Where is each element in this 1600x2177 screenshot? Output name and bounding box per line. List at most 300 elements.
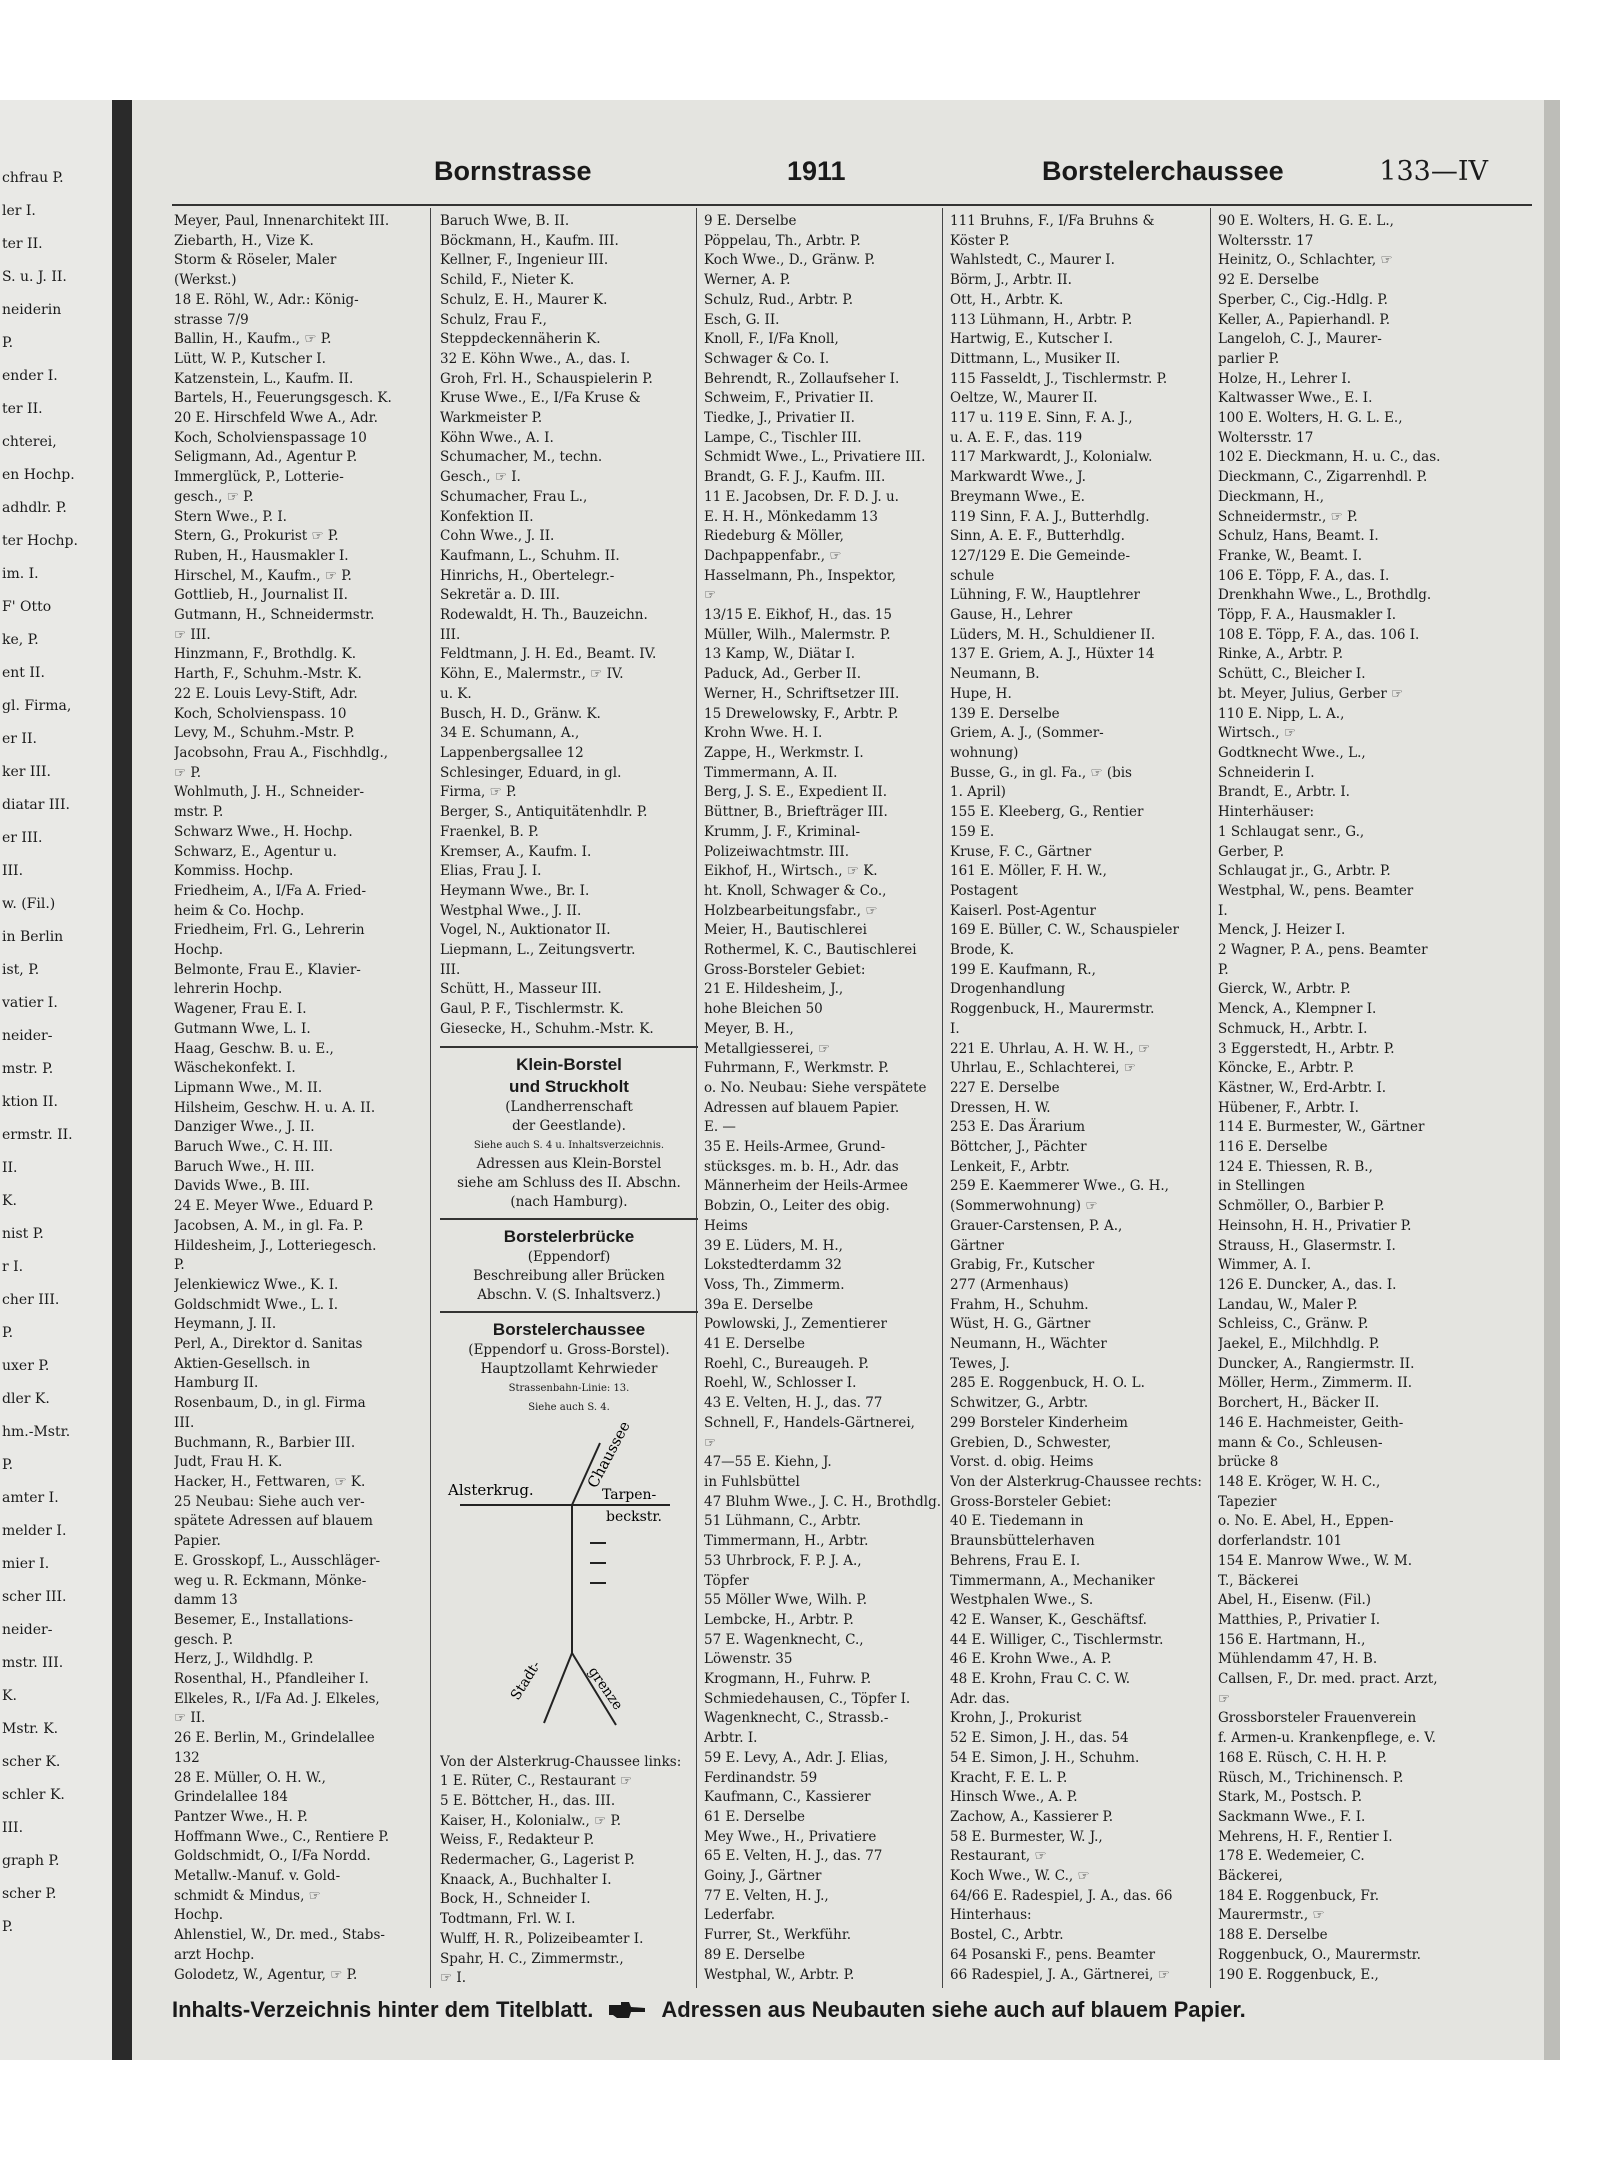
directory-entry-line: Esch, G. II. <box>704 311 780 328</box>
directory-entry-line: Behrens, Frau E. I. <box>950 1552 1081 1569</box>
map-label-stadt: Stadt- <box>507 1657 545 1703</box>
directory-entry-line: Kaufmann, L., Schuhm. II. <box>440 547 620 564</box>
directory-entry-line: hohe Bleichen 50 <box>704 1001 823 1018</box>
directory-entry-line: 44 E. Williger, C., Tischlermstr. <box>950 1631 1164 1648</box>
box-title: Borstelerbrücke <box>503 1226 635 1246</box>
directory-entry-line: T., Bäckerei <box>1218 1572 1299 1589</box>
directory-entry-line: 1. April) <box>950 784 1006 801</box>
directory-entry-line: Hinterhaus: <box>950 1907 1032 1924</box>
directory-entry-line: 48 E. Krohn, Frau C. C. W. <box>950 1671 1131 1688</box>
previous-page-fragment: er III. <box>2 830 43 846</box>
directory-entry-line: Wagener, Frau E. I. <box>174 1001 307 1018</box>
previous-page-fragment: melder I. <box>2 1523 67 1539</box>
directory-entry-line: 39a E. Derselbe <box>704 1296 814 1313</box>
directory-entry-line: Timmermann, A., Mechaniker <box>950 1572 1155 1589</box>
directory-entry-line: Zappe, H., Werkmstr. I. <box>704 744 864 761</box>
directory-entry-line: brücke 8 <box>1218 1454 1279 1471</box>
directory-entry-line: Giesecke, H., Schuhm.-Mstr. K. <box>440 1020 654 1037</box>
directory-entry-line: I. <box>950 1020 960 1037</box>
previous-page-fragment: III. <box>2 863 24 879</box>
directory-entry-line: Buchmann, R., Barbier III. <box>174 1434 356 1451</box>
previous-page-fragment: P. <box>2 1919 14 1935</box>
directory-entry-line: Levy, M., Schuhm.-Mstr. P. <box>174 725 355 742</box>
previous-page-fragment: ke, P. <box>2 632 39 648</box>
directory-entry-line: Gerber, P. <box>1218 843 1285 860</box>
column-3 <box>704 212 962 1984</box>
directory-entry-line: Roggenbuck, O., Maurermstr. <box>1218 1946 1421 1963</box>
directory-entry-line: Lokstedterdamm 32 <box>704 1257 842 1274</box>
directory-entry-line: Kremser, A., Kaufm. I. <box>440 843 592 860</box>
directory-entry-line: Rüsch, M., Trichinensch. P. <box>1218 1769 1404 1786</box>
directory-entry-line: Behrendt, R., Zollaufseher I. <box>704 370 900 387</box>
previous-page-fragment: r I. <box>2 1259 24 1275</box>
directory-entry-line: 41 E. Derselbe <box>704 1336 806 1353</box>
directory-entry-line: Feldtmann, J. H. Ed., Beamt. IV. <box>440 646 657 663</box>
column-2-chaussee-entries <box>440 1753 698 1984</box>
section-rule <box>440 1218 698 1220</box>
directory-entry-line: Lipmann Wwe., M. II. <box>174 1079 323 1096</box>
directory-entry-line: Börm, J., Arbtr. II. <box>950 272 1072 289</box>
directory-entry-line: 119 Sinn, F. A. J., Butterhdlg. <box>950 508 1150 525</box>
previous-page-fragment: ender I. <box>2 368 58 384</box>
previous-page-fragment: neider- <box>2 1028 53 1044</box>
directory-entry-line: Schneidermstr., ☞ P. <box>1218 508 1358 525</box>
previous-page-fragment: gl. Firma, <box>2 698 72 714</box>
directory-entry-line: 43 E. Velten, H. J., das. 77 <box>704 1395 883 1412</box>
directory-entry-line: 277 (Armenhaus) <box>950 1276 1069 1293</box>
directory-entry-line: Redermacher, G., Lagerist P. <box>440 1852 635 1869</box>
directory-entry-line: Mehrens, H. F., Rentier I. <box>1218 1828 1393 1845</box>
directory-entry-line: Beschreibung aller Brücken <box>473 1267 665 1284</box>
directory-entry-line: Franke, W., Beamt. I. <box>1218 547 1363 564</box>
directory-entry-line: Schwager & Co. I. <box>704 350 830 367</box>
directory-entry-line: 47 Bluhm Wwe., J. C. H., Brothdlg. <box>704 1493 942 1510</box>
directory-entry-line: 28 E. Müller, O. H. W., <box>174 1769 326 1786</box>
directory-entry-line: 115 Fasseldt, J., Tischlermstr. P. <box>950 370 1168 387</box>
map-label-tarpen: Tarpen- <box>602 1486 657 1503</box>
directory-entry-line: Perl, A., Direktor d. Sanitas <box>174 1336 363 1353</box>
directory-entry-line: Adressen aus Klein-Borstel <box>476 1155 662 1172</box>
previous-page-fragment: hm.-Mstr. <box>2 1424 71 1440</box>
directory-entry-line: Mühlendamm 47, H. B. <box>1218 1651 1378 1668</box>
directory-entry-line: Hinzmann, F., Brothdlg. K. <box>174 646 357 663</box>
directory-entry-line: Spahr, H. C., Zimmermstr., <box>440 1950 624 1967</box>
directory-entry-line: ☞ <box>704 1434 717 1451</box>
header-rule <box>172 204 1532 206</box>
directory-entry-line: Hinsch Wwe., A. P. <box>950 1789 1078 1806</box>
directory-entry-line: Schild, F., Nieter K. <box>440 272 575 289</box>
previous-page-fragment: Mstr. K. <box>2 1721 59 1737</box>
box-text <box>440 1155 698 1212</box>
directory-entry-line: Friedheim, A., I/Fa A. Fried- <box>174 882 367 899</box>
previous-page-fragment: chterei, <box>2 434 57 450</box>
directory-entry-line: Woltersstr. 17 <box>1218 232 1314 249</box>
directory-entry-line: Böckmann, H., Kaufm. III. <box>440 232 619 249</box>
directory-entry-line: Katzenstein, L., Kaufm. II. <box>174 370 354 387</box>
directory-entry-line: Wüst, H. G., Gärtner <box>950 1316 1091 1333</box>
directory-entry-line: Dressen, H. W. <box>950 1099 1051 1116</box>
directory-entry-line: Hinrichs, H., Obertelegr.- <box>440 567 615 584</box>
directory-entry-line: 113 Lühmann, H., Arbtr. P. <box>950 311 1133 328</box>
directory-entry-line: Hacker, H., Fettwaren, ☞ K. <box>174 1474 366 1490</box>
previous-page-fragment: ter II. <box>2 236 43 252</box>
directory-entry-line: Bock, H., Schneider I. <box>440 1891 591 1908</box>
directory-entry-line: parlier P. <box>1218 350 1280 367</box>
directory-entry-line: Heymann, J. II. <box>174 1316 277 1333</box>
directory-entry-line: Schulz, E. H., Maurer K. <box>440 291 608 308</box>
previous-page-fragment: K. <box>2 1193 17 1209</box>
directory-entry-line: Metallgiesserei, ☞ <box>704 1040 831 1057</box>
directory-entry-line: Kracht, F. E. L. P. <box>950 1769 1068 1786</box>
previous-page-fragment: adhdlr. P. <box>2 500 67 516</box>
directory-entry-line: 159 E. <box>950 823 995 840</box>
directory-entry-line: Holzbearbeitungsfabr., ☞ <box>704 902 878 919</box>
directory-entry-line: Stern, G., Prokurist ☞ P. <box>174 528 339 545</box>
previous-page-fragment: nist P. <box>2 1226 44 1242</box>
directory-entry-line: bt. Meyer, Julius, Gerber ☞ <box>1218 685 1404 702</box>
directory-entry-line: ☞ P. <box>174 764 202 781</box>
directory-entry-line: Schmuck, H., Arbtr. I. <box>1218 1020 1368 1037</box>
directory-entry-line: Dieckmann, H., <box>1218 488 1325 505</box>
directory-entry-line: Baruch Wwe, B. II. <box>440 213 570 229</box>
previous-page-fragment: scher III. <box>2 1589 67 1605</box>
directory-entry-line: III. <box>174 1414 195 1431</box>
directory-entry-line: Liepmann, L., Zeitungsvertr. <box>440 942 636 959</box>
directory-entry-line: Bobzin, O., Leiter des obig. <box>704 1198 890 1215</box>
box-title: Klein-Borstel <box>516 1054 622 1074</box>
directory-entry-line: Koch, Scholvienspass. 10 <box>174 705 347 722</box>
directory-entry-line: Gärtner <box>950 1237 1004 1254</box>
directory-entry-line: Schmöller, O., Barbier P. <box>1218 1198 1385 1215</box>
directory-entry-line: Schwarz Wwe., H. Hochp. <box>174 823 353 840</box>
directory-entry-line: Immerglück, P., Lotterie- <box>174 469 344 486</box>
directory-entry-line: Konfektion II. <box>440 508 534 525</box>
directory-entry-line: Ziebarth, H., Vize K. <box>174 232 314 249</box>
directory-entry-line: Mey Wwe., H., Privatiere <box>704 1828 877 1845</box>
directory-entry-line: Pöppelau, Th., Arbtr. P. <box>704 232 861 249</box>
directory-entry-line: P. <box>1218 961 1229 978</box>
directory-entry-line: Besemer, E., Installations- <box>174 1611 354 1628</box>
directory-entry-line: Gause, H., Lehrer <box>950 607 1073 624</box>
directory-entry-line: 285 E. Roggenbuck, H. O. L. <box>950 1375 1145 1392</box>
directory-entry-line: (nach Hamburg). <box>510 1193 628 1210</box>
directory-entry-line: Rosenbaum, D., in gl. Firma <box>174 1395 366 1412</box>
map-label-beckstr: beckstr. <box>606 1508 662 1525</box>
directory-entry-line: 55 Möller Wwe, Wilh. P. <box>704 1592 867 1609</box>
directory-entry-line: Heinsohn, H. H., Privatier P. <box>1218 1217 1412 1234</box>
directory-entry-line: Köhn, E., Malermstr., ☞ IV. <box>440 666 624 683</box>
directory-entry-line: Hoffmann Wwe., C., Rentiere P. <box>174 1828 389 1845</box>
directory-entry-line: Berger, S., Antiquitätenhdlr. P. <box>440 804 648 821</box>
previous-page-fragment: er II. <box>2 731 37 747</box>
directory-entry-line: Goldschmidt, O., I/Fa Nordd. <box>174 1848 371 1865</box>
directory-entry-line: 139 E. Derselbe <box>950 705 1060 722</box>
directory-entry-line: Krumm, J. F., Kriminal- <box>704 823 861 840</box>
directory-entry-line: arzt Hochp. <box>174 1946 255 1963</box>
box-subtitle: (Landherrenschaft <box>505 1098 633 1115</box>
directory-entry-line: in Stellingen <box>1218 1178 1305 1195</box>
directory-entry-line: Strauss, H., Glasermstr. I. <box>1218 1237 1396 1254</box>
directory-entry-line: gesch., ☞ P. <box>174 488 254 505</box>
directory-entry-line: Schulz, Hans, Beamt. I. <box>1218 528 1379 545</box>
previous-page-fragment: schler K. <box>2 1787 65 1803</box>
directory-entry-line: Godtknecht Wwe., L., <box>1218 744 1366 761</box>
previous-page-fragment: w. (Fil.) <box>2 896 56 912</box>
directory-entry-line: ht. Knoll, Schwager & Co., <box>704 882 887 899</box>
previous-page-fragment: III. <box>2 1820 24 1836</box>
directory-entry-line: Roggenbuck, H., Maurermstr. <box>950 1001 1155 1018</box>
directory-entry-line: Schulz, Frau F., <box>440 311 547 328</box>
directory-entry-line: Brode, K. <box>950 942 1015 959</box>
directory-entry-line: III. <box>440 961 461 978</box>
directory-entry-line: Haag, Geschw. B. u. E., <box>174 1040 334 1057</box>
directory-entry-line: Werner, H., Schriftsetzer III. <box>704 685 900 702</box>
directory-entry-line: Grossborsteler Frauenverein <box>1218 1710 1417 1727</box>
directory-entry-line: Riedeburg & Möller, <box>704 528 844 545</box>
directory-entry-line: Keller, A., Papierhandl. P. <box>1218 311 1391 328</box>
previous-page-fragment: ent II. <box>2 665 45 681</box>
directory-entry-line: 90 E. Wolters, H. G. E. L., <box>1218 213 1394 229</box>
directory-entry-line: Krohn, J., Prokurist <box>950 1710 1082 1727</box>
previous-page-fragment: amter I. <box>2 1490 59 1506</box>
directory-entry-line: 20 E. Hirschfeld Wwe A., Adr. <box>174 410 378 427</box>
box-note: Siehe auch S. 4. <box>528 1401 610 1413</box>
directory-entry-line: Böttcher, J., Pächter <box>950 1139 1087 1156</box>
previous-page-fragment: ter Hochp. <box>2 533 78 549</box>
directory-entry-line: Kaiser, H., Kolonialw., ☞ P. <box>440 1812 622 1829</box>
directory-entry-line: 57 E. Wagenknecht, C., <box>704 1631 864 1648</box>
directory-entry-line: Tapezier <box>1218 1493 1277 1510</box>
directory-entry-line: Tiedke, J., Privatier II. <box>704 410 855 427</box>
directory-entry-line: 253 E. Das Ärarium <box>950 1119 1086 1136</box>
directory-entry-line: 32 E. Köhn Wwe., A., das. I. <box>440 350 631 367</box>
directory-entry-line: Jacobsohn, Frau A., Fischhdlg., <box>174 744 389 761</box>
directory-entry-line: Elkeles, R., I/Fa Ad. J. Elkeles, <box>174 1690 380 1707</box>
directory-entry-line: 64/66 E. Radespiel, J. A., das. 66 <box>950 1887 1173 1904</box>
directory-entry-line: 34 E. Schumann, A., <box>440 725 580 742</box>
directory-entry-line: 1 E. Rüter, C., Restaurant ☞ <box>440 1773 633 1790</box>
directory-entry-line: 168 E. Rüsch, C. H. H. P. <box>1218 1749 1387 1766</box>
directory-entry-line: 9 E. Derselbe <box>704 213 797 229</box>
directory-entry-line: Heinitz, O., Schlachter, ☞ <box>1218 252 1393 269</box>
directory-entry-line: 54 E. Simon, J. H., Schuhm. <box>950 1749 1140 1766</box>
directory-entry-line: 132 <box>174 1749 200 1766</box>
directory-entry-line: Männerheim der Heils-Armee <box>704 1178 909 1195</box>
directory-entry-line: Gesch., ☞ I. <box>440 469 521 486</box>
column-2 <box>440 212 698 1984</box>
directory-entry-line: Lühning, F. W., Hauptlehrer <box>950 587 1141 604</box>
directory-entry-line: Oeltze, W., Maurer II. <box>950 390 1098 407</box>
directory-entry-line: 299 Borsteler Kinderheim <box>950 1414 1128 1431</box>
directory-entry-line: 1 Schlaugat senr., G., <box>1218 823 1365 840</box>
header-street-right: Borstelerchaussee <box>1042 156 1284 186</box>
directory-entry-line: 169 E. Büller, C. W., Schauspieler <box>950 922 1179 939</box>
previous-page-fragment: mstr. P. <box>2 1061 54 1077</box>
directory-entry-line: Kaltwasser Wwe., E. I. <box>1218 390 1373 407</box>
directory-entry-line: f. Armen-u. Krankenpflege, e. V. <box>1218 1730 1436 1747</box>
directory-entry-line: Gutmann, H., Schneidermstr. <box>174 607 375 624</box>
directory-entry-line: Meyer, Paul, Innenarchitekt III. <box>174 213 390 229</box>
directory-entry-line: Sinn, A. E. F., Butterhdlg. <box>950 528 1125 545</box>
directory-entry-line: Kaufmann, C., Kassierer <box>704 1789 871 1806</box>
directory-entry-line: 65 E. Velten, H. J., das. 77 <box>704 1848 883 1865</box>
directory-entry-line: Lüders, M. H., Schuldiener II. <box>950 626 1156 643</box>
directory-entry-line: 77 E. Velten, H. J., <box>704 1887 829 1904</box>
directory-entry-line: 24 E. Meyer Wwe., Eduard P. <box>174 1198 374 1215</box>
directory-entry-line: Restaurant, ☞ <box>950 1848 1047 1865</box>
directory-entry-line: Krohn Wwe. H. I. <box>704 725 823 742</box>
directory-entry-line: Abschn. V. (S. Inhaltsverz.) <box>477 1286 661 1303</box>
directory-entry-line: Knoll, F., I/Fa Knoll, <box>704 331 839 348</box>
previous-page-fragment: en Hochp. <box>2 467 75 483</box>
previous-page-fragment: neiderin <box>2 302 62 318</box>
directory-entry-line: schule <box>950 567 995 584</box>
directory-entry-line: Tewes, J. <box>950 1355 1010 1372</box>
directory-entry-line: Stark, M., Postsch. P. <box>1218 1789 1363 1806</box>
directory-entry-line: Brandt, E., Arbtr. I. <box>1218 784 1350 801</box>
directory-entry-line: Lampe, C., Tischler III. <box>704 429 862 446</box>
directory-entry-line: Bostel, C., Arbtr. <box>950 1927 1064 1944</box>
directory-entry-line: Grindelallee 184 <box>174 1789 288 1806</box>
directory-entry-line: Postagent <box>950 882 1018 899</box>
directory-entry-line: (Sommerwohnung) ☞ <box>950 1198 1098 1215</box>
directory-entry-line: Drenkhahn Wwe., L., Brothdlg. <box>1218 587 1432 604</box>
directory-entry-line: Matthies, P., Privatier I. <box>1218 1611 1381 1628</box>
directory-entry-line: Möller, Herm., Zimmerm. II. <box>1218 1375 1413 1392</box>
footer-index-note: Inhalts-Verzeichnis hinter dem Titelblatt. <box>172 1997 594 2022</box>
directory-entry-line: Schulz, Rud., Arbtr. P. <box>704 291 854 308</box>
directory-entry-line: 127/129 E. Die Gemeinde- <box>950 547 1131 564</box>
directory-entry-line: Schnell, F., Handels-Gärtnerei, <box>704 1414 915 1431</box>
directory-entry-line: E. — <box>704 1119 736 1136</box>
directory-entry-line: ☞ <box>1218 1690 1231 1707</box>
directory-entry-line: ☞ II. <box>174 1710 206 1727</box>
directory-entry-line: 199 E. Kaufmann, R., <box>950 961 1096 978</box>
directory-entry-line: Hilsheim, Geschw. H. u. A. II. <box>174 1099 376 1116</box>
previous-page-fragment: uxer P. <box>2 1358 50 1374</box>
directory-entry-line: Schwarz, E., Agentur u. <box>174 843 337 860</box>
directory-entry-line: o. No. E. Abel, H., Eppen- <box>1218 1513 1394 1530</box>
directory-entry-line: Busch, H. D., Gränw. K. <box>440 705 601 722</box>
box-subtitle: der Geestlande). <box>512 1117 626 1134</box>
directory-entry-line: Hochp. <box>174 1907 224 1924</box>
directory-entry-line: Maurermstr., ☞ <box>1218 1907 1325 1924</box>
book-binding <box>112 100 132 2060</box>
directory-entry-line: Krogmann, H., Fuhrw. P. <box>704 1671 872 1688</box>
column-4 <box>950 212 1208 1984</box>
directory-entry-line: P. <box>174 1257 185 1274</box>
previous-page-fragment: ermstr. II. <box>2 1127 73 1143</box>
previous-page-fragment: S. u. J. II. <box>2 269 67 285</box>
directory-entry-line: 64 Posanski F., pens. Beamter <box>950 1946 1156 1963</box>
directory-entry-line: 3 Eggerstedt, H., Arbtr. P. <box>1218 1040 1395 1057</box>
directory-entry-line: 184 E. Roggenbuck, Fr. <box>1218 1887 1380 1904</box>
directory-entry-line: spätete Adressen auf blauem <box>174 1513 373 1530</box>
directory-entry-line: Hasselmann, Ph., Inspektor, <box>704 567 897 584</box>
directory-entry-line: 58 E. Burmester, W. J., <box>950 1828 1103 1845</box>
directory-entry-line: III. <box>440 626 461 643</box>
directory-entry-line: Sperber, C., Cig.-Hdlg. P. <box>1218 291 1388 308</box>
directory-entry-line: Neumann, H., Wächter <box>950 1336 1107 1353</box>
directory-entry-line: Harth, F., Schuhm.-Mstr. K. <box>174 666 362 683</box>
directory-entry-line: Furrer, St., Werkführ. <box>704 1927 852 1944</box>
directory-entry-line: 22 E. Louis Levy-Stift, Adr. <box>174 685 358 702</box>
directory-entry-line: Werner, A. P. <box>704 272 791 289</box>
directory-entry-line: Vogel, N., Auktionator II. <box>440 922 611 939</box>
directory-entry-line: 92 E. Derselbe <box>1218 272 1320 289</box>
directory-entry-line: Zachow, A., Kassierer P. <box>950 1808 1114 1825</box>
header-year: 1911 <box>787 156 846 186</box>
directory-entry-line: Todtmann, Frl. W. I. <box>440 1911 576 1928</box>
directory-entry-line: Kaiserl. Post-Agentur <box>950 902 1096 919</box>
directory-entry-line: Rinke, A., Arbtr. P. <box>1218 646 1344 663</box>
directory-entry-line: Koch, Scholvienspassage 10 <box>174 429 367 446</box>
directory-entry-line: Wohlmuth, J. H., Schneider- <box>174 784 365 801</box>
directory-entry-line: Pantzer Wwe., H. P. <box>174 1808 308 1825</box>
directory-entry-line: Lederfabr. <box>704 1907 775 1924</box>
directory-entry-line: 46 E. Krohn Wwe., A. P. <box>950 1651 1112 1668</box>
directory-entry-line: 52 E. Simon, J. H., das. 54 <box>950 1730 1129 1747</box>
previous-page-fragment: ter II. <box>2 401 43 417</box>
directory-entry-line: Groh, Frl. H., Schauspielerin P. <box>440 370 653 387</box>
directory-entry-line: Von der Alsterkrug-Chaussee links: <box>440 1753 682 1770</box>
previous-page-fragment: F' Otto <box>2 599 52 615</box>
directory-entry-line: Griem, A. J., (Sommer- <box>950 725 1104 742</box>
directory-entry-line: wohnung) <box>950 744 1019 761</box>
directory-entry-line: Warkmeister P. <box>440 410 543 427</box>
borstelerchaussee-box <box>440 1319 698 1417</box>
directory-entry-line: Gottlieb, H., Journalist II. <box>174 587 348 604</box>
directory-entry-line: Gross-Borsteler Gebiet: <box>704 961 866 978</box>
directory-entry-line: Cohn Wwe., J. II. <box>440 528 555 545</box>
directory-entry-line: weg u. R. Eckmann, Mönke- <box>174 1572 367 1589</box>
directory-entry-line: Schwitzer, G., Arbtr. <box>950 1395 1089 1412</box>
directory-entry-line: Breymann Wwe., E. <box>950 488 1085 505</box>
directory-entry-line: in Fuhlsbüttel <box>704 1474 800 1490</box>
directory-entry-line: 156 E. Hartmann, H., <box>1218 1631 1366 1648</box>
box-note: Siehe auch S. 4 u. Inhaltsverzeichnis. <box>473 1139 665 1151</box>
directory-entry-line: Papier. <box>174 1533 221 1550</box>
directory-entry-line: Lembcke, H., Arbtr. P. <box>704 1611 854 1628</box>
directory-entry-line: Menck, A., Klempner I. <box>1218 1001 1377 1018</box>
directory-entry-line: 124 E. Thiessen, R. B., <box>1218 1158 1373 1175</box>
directory-entry-line: Lütt, W. P., Kutscher I. <box>174 350 326 367</box>
directory-entry-line: Gierck, W., Arbtr. P. <box>1218 981 1351 998</box>
directory-entry-line: Powlowski, J., Zementierer <box>704 1316 887 1333</box>
footer-new-buildings-note: Adressen aus Neubauten siehe auch auf blauem Papier. <box>661 1997 1246 2022</box>
box-text <box>440 1341 698 1379</box>
page-footer <box>172 1990 1532 2030</box>
directory-entry-line: Jacobsen, A. M., in gl. Fa. P. <box>174 1217 364 1234</box>
directory-entry-line: 11 E. Jacobsen, Dr. F. D. J. u. <box>704 488 899 505</box>
directory-entry-line: Baruch Wwe., C. H. III. <box>174 1139 334 1156</box>
directory-entry-line: Schmiedehausen, C., Töpfer I. <box>704 1690 911 1707</box>
directory-entry-line: 39 E. Lüders, M. H., <box>704 1237 843 1254</box>
directory-entry-line: Köhn Wwe., A. I. <box>440 429 554 446</box>
directory-entry-line: stücksges. m. b. H., Adr. das <box>704 1158 899 1175</box>
directory-entry-line: 117 Markwardt, J., Kolonialw. <box>950 449 1153 466</box>
directory-entry-line: Storm & Röseler, Maler <box>174 252 337 269</box>
directory-entry-line: Hinterhäuser: <box>1218 804 1315 821</box>
directory-entry-line: mann & Co., Schleusen- <box>1218 1434 1383 1451</box>
directory-entry-line: 227 E. Derselbe <box>950 1079 1060 1096</box>
directory-entry-line: mstr. P. <box>174 804 224 821</box>
directory-entry-line: Koch Wwe., W. C., ☞ <box>950 1868 1090 1885</box>
directory-entry-line: Lenkeit, F., Arbtr. <box>950 1158 1070 1175</box>
directory-page <box>132 100 1544 2060</box>
directory-entry-line: Weiss, F., Redakteur P. <box>440 1832 595 1849</box>
previous-page-fragment: ist, P. <box>2 962 40 978</box>
